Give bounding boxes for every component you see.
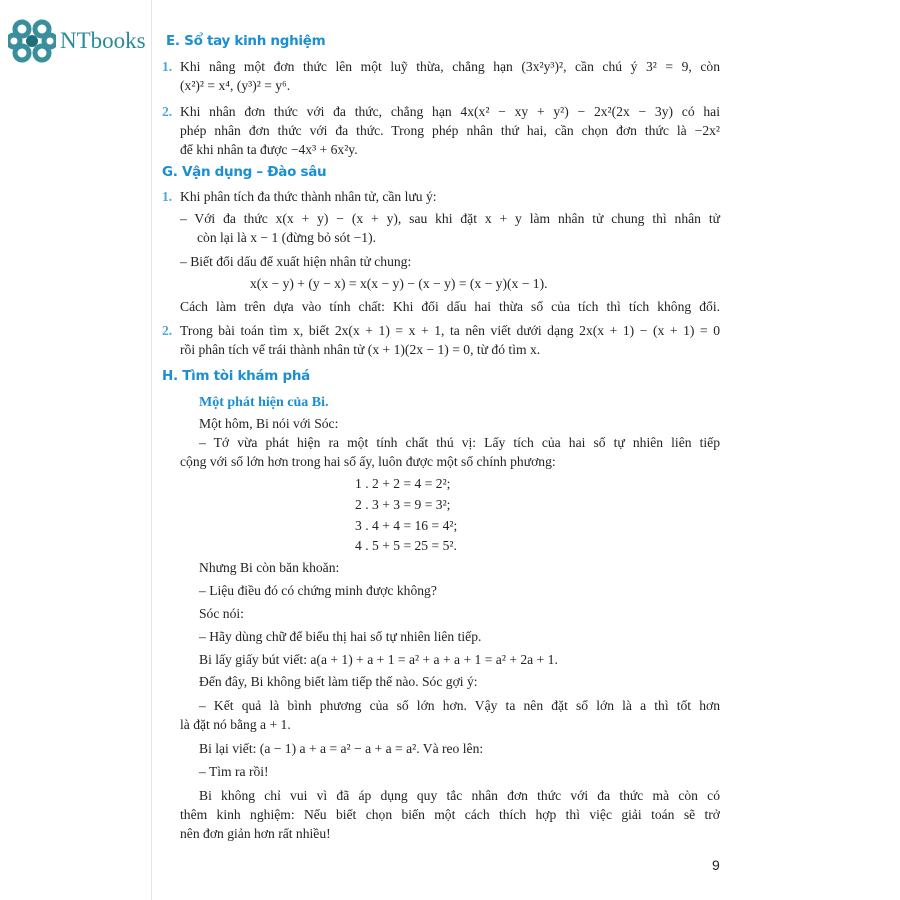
text-line: – Với đa thức x(x + y) − (x + y), sau khi đặt x + y làm nhân tử chung thì nhân tử <box>180 211 720 226</box>
text-line: Bi lấy giấy bút viết: a(a + 1) + a + 1 = a² + a + a + 1 = a² + 2a + 1. <box>199 652 558 667</box>
text-line: Khi nhân đơn thức với đa thức, chẳng hạn 4x(x² − xy + y²) − 2x²(2x − 3y) có hai <box>180 104 720 119</box>
text-line: (x²)² = x⁴, (y³)² = y⁶. <box>180 78 291 93</box>
text-line: là đặt nó bằng a + 1. <box>180 717 291 732</box>
knot-logo-icon <box>8 17 56 65</box>
item-number: 1. <box>162 189 173 204</box>
item-number: 1. <box>162 59 173 74</box>
text-line: – Tìm ra rồi! <box>199 764 269 779</box>
text-line: Sóc nói: <box>199 606 244 621</box>
text-line: cộng với số lớn hơn trong hai số ấy, luôn được một số chính phương: <box>180 454 556 469</box>
text-line: phép nhân đơn thức với đa thức. Trong phép nhân thứ hai, cần chọn đơn thức là −2x² <box>180 123 720 138</box>
logo-text: NTbooks <box>60 28 146 53</box>
text-line: – Hãy dùng chữ để biểu thị hai số tự nhiên liên tiếp. <box>199 629 482 644</box>
page-number: 9 <box>712 857 720 873</box>
text-line: Đến đây, Bi không biết làm tiếp thế nào. Sóc gợi ý: <box>199 674 478 689</box>
text-line: Khi nâng một đơn thức lên một luỹ thừa, chẳng hạn (3x²y³)², cần chú ý 3² = 9, còn <box>180 59 720 74</box>
text-line: Trong bài toán tìm x, biết 2x(x + 1) = x + 1, ta nên viết dưới dạng 2x(x + 1) − (x + 1) = 0 <box>180 323 720 338</box>
text-line: Một hôm, Bi nói với Sóc: <box>199 416 339 431</box>
text-line: thêm kinh nghiệm: Nếu biết chọn biến một cách thích hợp thì việc giải toán sẽ trở <box>180 807 720 822</box>
text-line: nên đơn giản hơn rất nhiều! <box>180 826 331 841</box>
page-gutter <box>151 0 152 900</box>
text-line: rồi phân tích vế trái thành nhân tử (x + 1)(2x − 1) = 0, từ đó tìm x. <box>180 342 541 357</box>
logo <box>8 16 146 66</box>
text-line: Bi không chỉ vui vì đã áp dụng quy tắc nhân đơn thức với đa thức mà còn có <box>199 788 720 803</box>
item-number: 2. <box>162 323 173 338</box>
example-line: 2 . 3 + 3 = 9 = 3²; <box>355 497 451 512</box>
formula: x(x − y) + (y − x) = x(x − y) − (x − y) = (x − y)(x − 1). <box>250 276 548 291</box>
section-g-heading: G. Vận dụng – Đào sâu <box>162 164 327 180</box>
text-line: – Biết đổi dấu để xuất hiện nhân tử chung: <box>180 254 412 269</box>
item-number: 2. <box>162 104 173 119</box>
text-line: – Tớ vừa phát hiện ra một tính chất thú vị: Lấy tích của hai số tự nhiên liên tiếp <box>199 435 720 450</box>
text-line: để khi nhân ta được −4x³ + 6x²y. <box>180 142 358 157</box>
text-line: Bi lại viết: (a − 1) a + a = a² − a + a = a². Và reo lên: <box>199 741 484 756</box>
story-title: Một phát hiện của Bi. <box>199 395 329 410</box>
example-line: 4 . 5 + 5 = 25 = 5². <box>355 538 457 553</box>
section-h-heading: H. Tìm tòi khám phá <box>162 368 310 384</box>
example-line: 1 . 2 + 2 = 4 = 2²; <box>355 476 451 491</box>
text-line: còn lại là x − 1 (đừng bỏ sót −1). <box>197 230 377 245</box>
text-line: Khi phân tích đa thức thành nhân tử, cần lưu ý: <box>180 189 437 204</box>
text-line: Nhưng Bi còn băn khoăn: <box>199 560 340 575</box>
text-line: Cách làm trên dựa vào tính chất: Khi đổi dấu hai thừa số của tích thì tích không đổi. <box>180 299 720 314</box>
text-line: – Liệu điều đó có chứng minh được không? <box>199 583 437 598</box>
text-line: – Kết quả là bình phương của số lớn hơn. Vậy ta nên đặt số lớn là a thì tốt hơn <box>199 698 720 713</box>
example-line: 3 . 4 + 4 = 16 = 4²; <box>355 518 458 533</box>
section-e-heading: E. Sổ tay kinh nghiệm <box>166 33 326 49</box>
